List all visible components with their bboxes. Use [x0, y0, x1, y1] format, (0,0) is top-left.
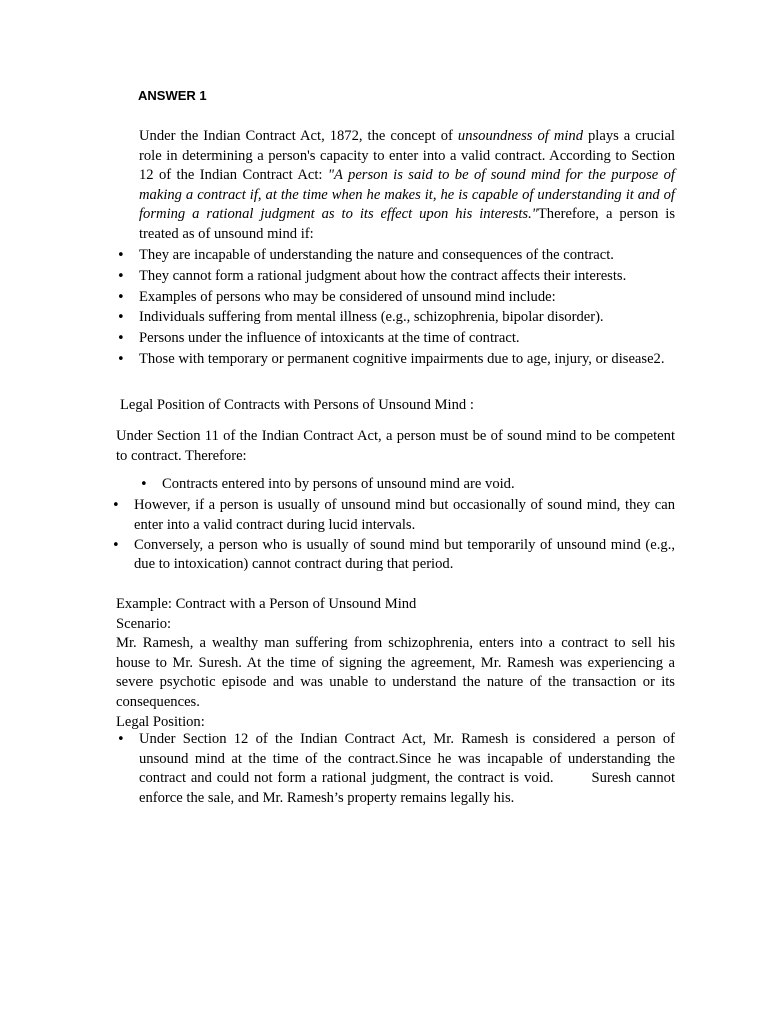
- legal-position-heading: Legal Position of Contracts with Persons of Unsound Mind :: [120, 397, 474, 413]
- legal-position-label: Legal Position:: [116, 713, 205, 730]
- list-item: • However, if a person is usually of unsound mind but occasionally of sound mind, they can enter into a valid contract during lucid intervals.: [112, 497, 675, 533]
- unsound-mind-criteria-list: [117, 246, 675, 371]
- section-11-paragraph: Under Section 11 of the Indian Contract Act, a person must be of sound mind to be competent to contract. Therefore:: [116, 428, 675, 464]
- bullet-icon: •: [117, 310, 125, 326]
- void-contracts-list: [140, 475, 672, 495]
- bullet-icon: •: [117, 331, 125, 347]
- intro-text-3: Therefore, a person is treated as of unsound mind if:: [139, 206, 675, 242]
- list-item: • Under Section 12 of the Indian Contract Act, Mr. Ramesh is considered a person of unsound mind at the time of the contract.Since he was incapable of understanding the contract and could not form a rational judgment, the contract is void. Suresh cannot enforce the sale, and Mr. Ramesh’s property remains legally his.: [117, 731, 675, 806]
- list-item: • They are incapable of understanding the nature and consequences of the contract.: [139, 246, 675, 266]
- list-item: • Those with temporary or permanent cognitive impairments due to age, injury, or disease2.: [139, 350, 675, 370]
- bullet-icon: •: [117, 248, 125, 263]
- bullet-icon: •: [112, 498, 120, 513]
- scenario-text: Mr. Ramesh, a wealthy man suffering from schizophrenia, enters into a contract to sell his house to Mr. Suresh. At the time of signing the agreement, Mr. Ramesh was experiencing a severe psychotic episode and was unable to understand the nature of the transaction or its consequences.: [116, 635, 675, 710]
- section-12-quote: "A person is said to be of sound mind for the purpose of making a contract if, at the time when he makes it, he is capable of understanding it and of forming a rational judgment as to its effect upon his interests.": [139, 167, 675, 223]
- bullet-icon: •: [112, 537, 120, 553]
- intro-text-1: Under the Indian Contract Act, 1872, the concept of: [139, 128, 458, 144]
- bullet-icon: •: [117, 268, 125, 284]
- intro-text-2: plays a crucial role in determining a person's capacity to enter into a valid contract. According to Section 12 of the Indian Contract Act:: [139, 128, 675, 184]
- legal-position-list: [117, 730, 675, 808]
- bullet-icon: •: [117, 289, 125, 305]
- bullet-icon: •: [140, 477, 148, 492]
- example-section: [116, 595, 675, 732]
- bullet-icon: •: [117, 351, 125, 367]
- list-item: • Examples of persons who may be considered of unsound mind include:: [139, 288, 675, 308]
- answer-heading: ANSWER 1: [138, 88, 207, 103]
- intro-emphasis: unsoundness of mind: [457, 128, 584, 144]
- bullet-icon: •: [117, 732, 125, 747]
- lucid-interval-list: [112, 496, 675, 575]
- example-title: Example: Contract with a Person of Unsound Mind: [116, 596, 417, 612]
- scenario-label: Scenario:: [116, 615, 172, 632]
- list-item: • Contracts entered into by persons of unsound mind are void.: [162, 475, 672, 495]
- intro-paragraph: [139, 127, 675, 245]
- list-item: • They cannot form a rational judgment about how the contract affects their interests.: [139, 267, 675, 287]
- list-item: • Persons under the influence of intoxicants at the time of contract.: [139, 329, 675, 349]
- list-item: • Conversely, a person who is usually of sound mind but temporarily of unsound mind (e.g., due to intoxication) cannot contract during that period.: [112, 536, 675, 573]
- list-item: • Individuals suffering from mental illness (e.g., schizophrenia, bipolar disorder).: [139, 308, 675, 328]
